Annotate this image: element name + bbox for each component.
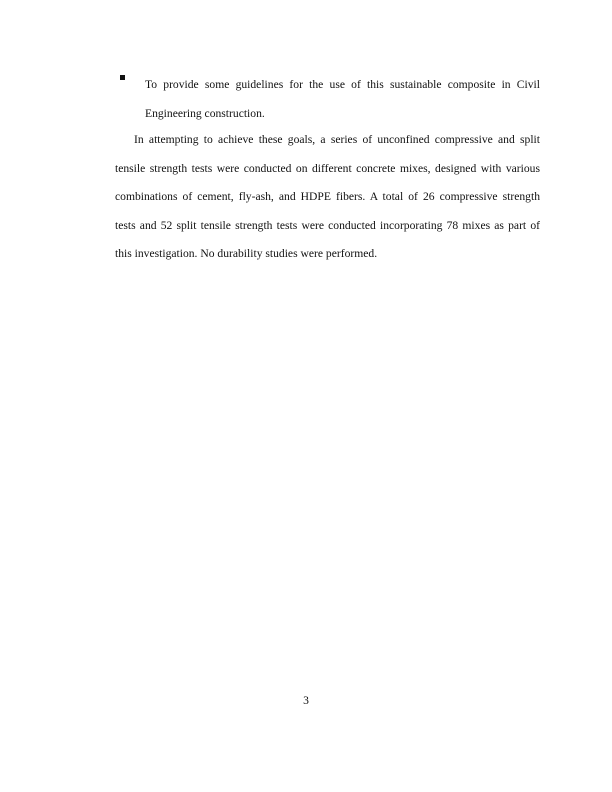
- square-bullet-icon: [120, 75, 125, 80]
- body-paragraph: [115, 126, 540, 269]
- bullet-line: To provide some guidelines for the use of this sustainable composite in Civil: [145, 78, 540, 91]
- paragraph-line: tensile strength tests were conducted on different concrete mixes, designed with various: [115, 161, 540, 175]
- paragraph-line: In attempting to achieve these goals, a series of unconfined compressive and split: [134, 133, 540, 146]
- paragraph-line: combinations of cement, fly-ash, and HDPE fibers. A total of 26 compressive strength: [115, 190, 540, 204]
- paragraph-line: tests and 52 split tensile strength tests were conducted incorporating 78 mixes as part of: [115, 218, 540, 232]
- bullet-text: [145, 71, 540, 128]
- paragraph-line: this investigation. No durability studies were performed.: [115, 247, 378, 261]
- page-number: 3: [303, 694, 309, 707]
- bullet-line: Engineering construction.: [145, 106, 265, 120]
